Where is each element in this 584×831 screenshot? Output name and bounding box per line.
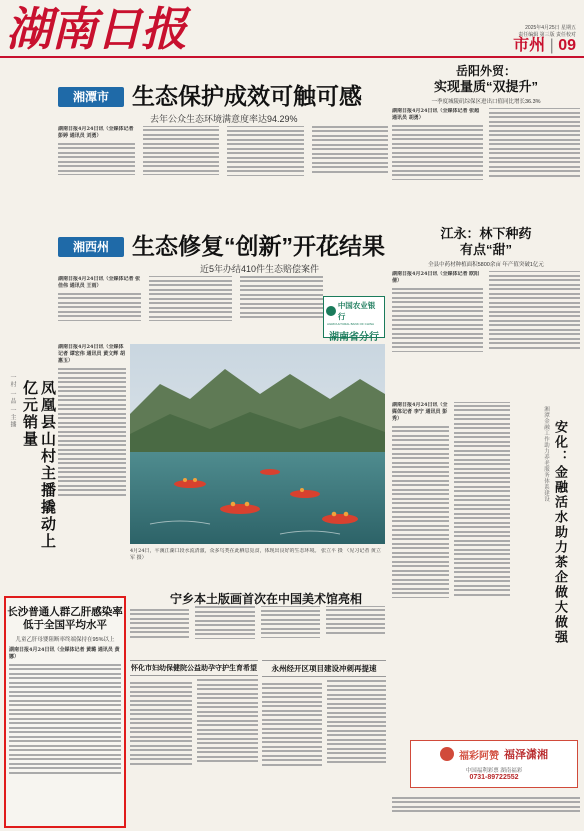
story-yongzhou	[262, 660, 386, 826]
story-huaihua	[130, 660, 258, 826]
second-story-subhead: 近5年办结410件生态赔偿案件	[200, 264, 320, 274]
masthead-rule	[0, 56, 584, 58]
story-jiangyong	[392, 226, 580, 396]
story-anhua	[392, 402, 580, 718]
abc-logo-icon	[326, 306, 336, 316]
lottery-ad[interactable]	[410, 740, 578, 788]
highlighted-headline-line1: 长沙普通人群乙肝感染率	[7, 606, 123, 618]
story-jiangyong-subhead: 全县中药材种植面积5800余亩 年产值突破1亿元	[428, 262, 544, 268]
agricultural-bank-ad[interactable]	[323, 296, 385, 343]
lottery-phone: 0731-89722552	[469, 774, 519, 781]
masthead	[0, 0, 584, 60]
bank-branch: 湖南省分行	[329, 332, 379, 343]
story-yongzhou-headline: 永州经开区项目建设冲刺再提速	[262, 660, 386, 677]
story-anhua-body	[392, 402, 510, 716]
story-yueyang-headline: 岳阳外贸：	[455, 64, 516, 78]
story-jiangyong-headline2: 有点“甜”	[459, 242, 512, 257]
top-story-subhead: 去年公众生态环境满意度率达94.29%	[150, 114, 298, 124]
story-huaihua-body	[130, 679, 258, 827]
story-yueyang	[392, 64, 580, 222]
left-column-headline: 凤凰县山村主播撬动上亿元销量	[21, 380, 56, 550]
story-yongzhou-body	[262, 680, 386, 828]
issue-date: 2025年4月25日 星期五	[525, 25, 576, 31]
main-photo	[130, 344, 385, 544]
highlighted-body	[6, 643, 124, 829]
lottery-tagline: 中国福利彩票 湖南福彩	[465, 768, 523, 774]
newspaper-logo: 湖南日报	[6, 2, 186, 56]
story-anhua-vertical-sub: 湘潭金融工作助力养老服务体系建设	[543, 406, 549, 502]
story-anhua-headline: 安化：金融活水助力茶企做大做强	[553, 420, 568, 645]
left-column-byline: 湖南日报4月24日讯（全媒体记者 谭宏伟 通讯员 黄文辉 胡惠玉）	[58, 344, 125, 364]
top-story-byline: 湖南日报4月24日讯（全媒体记者 彭婷 通讯员 刘勇）	[58, 126, 134, 139]
highlighted-byline: 湖南日报4月24日讯（全媒体记者 黄璐 通讯员 黄娜）	[9, 647, 120, 660]
lottery-logo-icon	[440, 747, 454, 761]
story-yueyang-body	[392, 108, 580, 222]
story-anhua-byline: 湖南日报4月24日讯（全媒体记者 李宁 通讯员 彭秀）	[392, 402, 448, 422]
second-story-byline: 湖南日报4月24日讯（全媒体记者 张佳伟 通讯员 王雨）	[58, 276, 141, 289]
top-story-body	[58, 126, 388, 211]
left-column-feature	[4, 374, 56, 554]
top-story-headline: 生态保护成效可触可感	[132, 83, 362, 109]
photo-caption-block	[130, 548, 385, 562]
second-story-headline: 生态修复“创新”开花结果	[132, 233, 385, 259]
column-label: 一村 一品 一主播	[9, 374, 15, 429]
story-jiangyong-headline: 江永：林下种药	[440, 226, 532, 241]
river-boats-photo	[130, 344, 385, 544]
bottom-right-body	[392, 794, 580, 826]
section-label: 市州	[513, 37, 546, 54]
lottery-slogan: 福泽潇湘	[504, 749, 548, 761]
story-huaihua-headline: 怀化市妇幼保健院公益助孕守护生育希望	[130, 660, 258, 676]
banner-headline: 宁乡本土版画首次在中国美术馆亮相	[170, 592, 363, 606]
section-tag-xiangtan: 湘潭市	[58, 87, 124, 107]
story-jiangyong-body	[392, 271, 580, 395]
highlighted-subhead: 儿童乙肝母婴阻断率终端保持在95%以上	[15, 637, 115, 643]
story-yueyang-headline2: 实现量质“双提升”	[433, 79, 538, 94]
story-jiangyong-byline: 湖南日报4月24日讯（全媒体记者 欧阳倩）	[392, 271, 480, 284]
highlighted-story-box[interactable]	[4, 596, 126, 828]
second-story-body	[58, 276, 323, 342]
lottery-brand: 福彩阿赞	[459, 750, 499, 762]
photo-caption: 4月24日，平溪江湖口段水流清澈，众多鸟类在此栖息觅食，体现出良好的生态环境。 张立平 摄	[130, 548, 343, 554]
page-number: 09	[558, 37, 576, 54]
story-yueyang-subhead: 一季度城陵矶综保区进出口值同比增长36.3%	[431, 99, 541, 105]
bank-name-cn: 中国农业银行	[337, 301, 376, 321]
photo-credit: （见习记者 黄立军 摄）	[130, 548, 381, 561]
section-tag-xiangxi: 湘西州	[58, 237, 124, 257]
story-yueyang-byline: 湖南日报4月24日讯（全媒体记者 张超 通讯员 胡勇）	[392, 108, 480, 121]
issue-editor: 责任编辑 第三版 责任校对	[518, 32, 576, 38]
banner-story-body	[130, 606, 385, 658]
bank-name-en: AGRICULTURAL BANK OF CHINA	[327, 322, 375, 326]
section-name: 市州 | 09	[513, 37, 576, 54]
highlighted-headline-line2: 低于全国平均水平	[23, 619, 107, 631]
left-column-body	[58, 344, 126, 556]
